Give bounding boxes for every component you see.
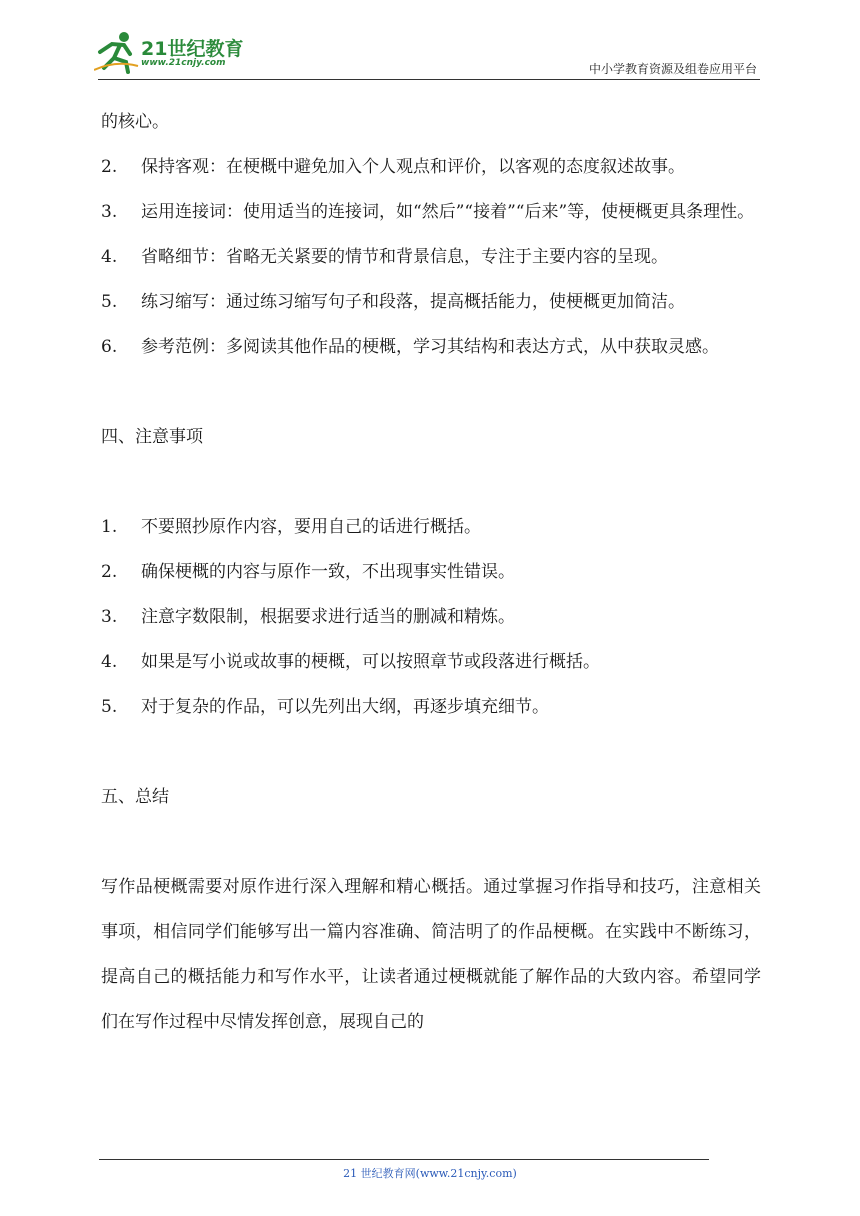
note-text: 不要照抄原作内容，要用自己的话进行概括。 [141, 517, 481, 537]
note-number: 3. [101, 607, 118, 627]
platform-name: 中小学教育资源及组卷应用平台 [588, 62, 757, 76]
header-divider [98, 79, 760, 80]
note-text: 对于复杂的作品，可以先列出大纲，再逐步填充细节。 [141, 697, 549, 717]
tip-item [101, 145, 761, 190]
runner-icon [94, 30, 140, 76]
tip-number: 5. [101, 292, 118, 312]
tip-text: 保持客观：在梗概中避免加入个人观点和评价，以客观的态度叙述故事。 [141, 157, 685, 177]
tip-text: 省略细节：省略无关紧要的情节和背景信息，专注于主要内容的呈现。 [141, 247, 668, 267]
tip-item [101, 280, 761, 325]
spacer [101, 730, 761, 775]
note-text: 确保梗概的内容与原作一致，不出现事实性错误。 [141, 562, 515, 582]
tip-text: 参考范例：多阅读其他作品的梗概，学习其结构和表达方式，从中获取灵感。 [141, 337, 719, 357]
spacer [101, 370, 761, 415]
tip-number: 6. [101, 337, 118, 357]
document-body [101, 100, 761, 1045]
tip-item [101, 235, 761, 280]
note-number: 5. [101, 697, 118, 717]
tip-item [101, 190, 761, 235]
note-number: 2. [101, 562, 118, 582]
note-number: 1. [101, 517, 118, 537]
footer-link[interactable]: 21 世纪教育网(www.21cnjy.com) [343, 1167, 517, 1180]
site-logo[interactable] [94, 30, 264, 80]
note-text: 如果是写小说或故事的梗概，可以按照章节或段落进行概括。 [141, 652, 600, 672]
tip-text: 练习缩写：通过练习缩写句子和段落，提高概括能力，使梗概更加简洁。 [141, 292, 685, 312]
note-number: 4. [101, 652, 118, 672]
note-item [101, 685, 761, 730]
tip-item [101, 325, 761, 370]
note-item [101, 640, 761, 685]
note-item [101, 595, 761, 640]
tip-number: 2. [101, 157, 118, 177]
note-item [101, 505, 761, 550]
section-heading: 四、注意事项 [101, 427, 203, 447]
tip-text: 运用连接词：使用适当的连接词，如“然后”“接着”“后来”等，使梗概更具条理性。 [141, 202, 755, 222]
tip-number: 3. [101, 202, 118, 222]
note-item [101, 550, 761, 595]
footer-divider [99, 1159, 709, 1160]
note-text: 注意字数限制，根据要求进行适当的删减和精炼。 [141, 607, 515, 627]
logo-text: 21世纪教育 [141, 38, 244, 60]
logo-url: www.21cnjy.com [141, 58, 226, 68]
tip-number: 4. [101, 247, 118, 267]
intro-tail: 的核心。 [101, 112, 169, 132]
spacer [101, 460, 761, 505]
spacer [101, 820, 761, 865]
summary-paragraph: 写作品梗概需要对原作进行深入理解和精心概括。通过掌握习作指导和技巧，注意相关事项，相信同学们能够写出一篇内容准确、简洁明了的作品梗概。在实践中不断练习，提高自己的概括能力和写作水平，让读者通过梗概就能了解作品的大致内容。希望同学们在写作过程中尽情发挥创意，展现自己的 [101, 877, 761, 1032]
page-header [0, 0, 860, 80]
section-heading: 五、总结 [101, 787, 169, 807]
